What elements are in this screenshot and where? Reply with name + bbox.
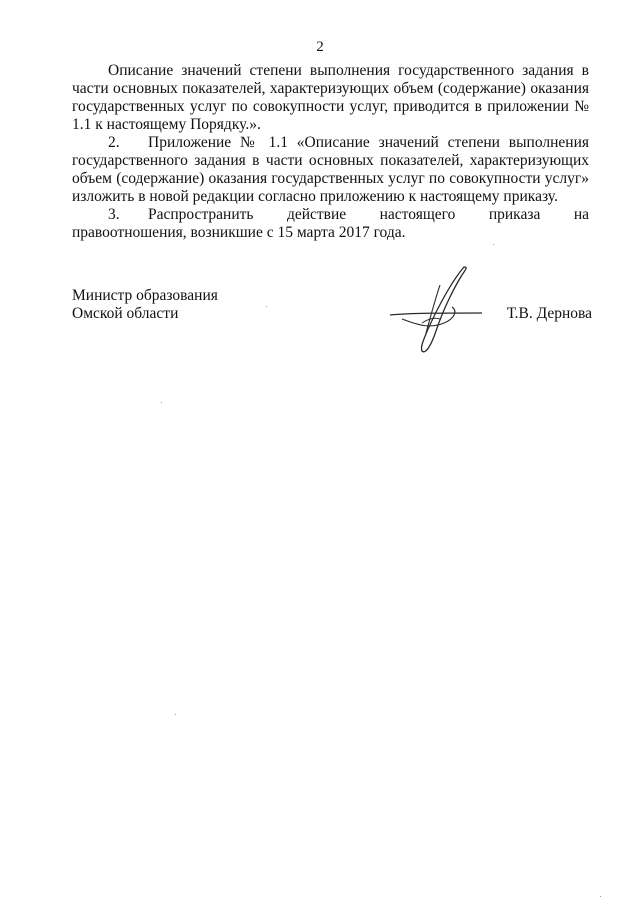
signature-block [72,287,592,367]
page-number: 2 [316,39,324,55]
signer-title [72,287,218,323]
scan-speck [266,306,267,307]
paragraph-2-number: 2. [108,134,120,151]
paragraph-3-number: 3. [108,206,120,223]
paragraph-2-text: Приложение № 1.1 «Описание значений степени выполнения государственного задания в части основных показателей, характеризующих объем (содержание) оказания государственных услуг по совокупности услуг» изложить в новой редакции согласно приложению к настоящему приказу. [72,134,589,205]
document-body [72,62,589,242]
scan-speck [600,896,601,897]
signer-title-line-1: Министр образования [72,287,218,304]
paragraph-3 [72,206,589,242]
signer-title-line-2: Омской области [72,305,179,322]
handwritten-signature [382,263,502,363]
signer-name: Т.В. Дернова [506,305,592,322]
paragraph-3-text: Распространить действие настоящего приказа на правоотношения, возникшие с 15 марта 2017 года. [72,206,589,241]
scan-speck [175,714,176,715]
paragraph-2 [72,134,589,206]
scan-speck [161,402,162,403]
scan-speck [493,244,494,245]
paragraph-1: Описание значений степени выполнения государственного задания в части основных показателей, характеризующих объем (содержание) оказания государственных услуг по совокупности услуг, приводится в приложении № 1.1 к настоящему Порядку.». [72,62,589,133]
